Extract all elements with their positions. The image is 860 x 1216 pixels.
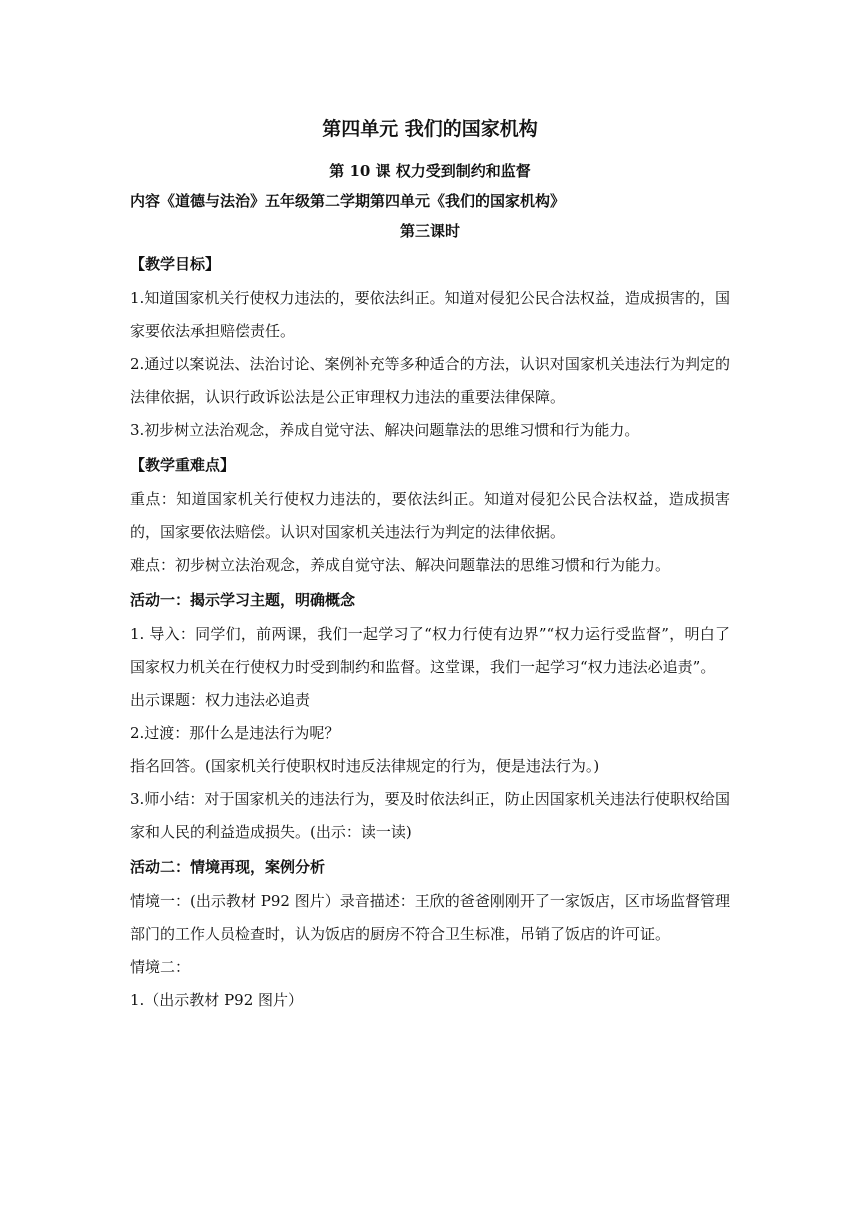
activity-2-heading: 活动二：情境再现，案例分析 (130, 858, 326, 876)
unit-title: 第四单元 我们的国家机构 (322, 118, 538, 140)
key-points-heading: 【教学重难点】 (130, 456, 236, 474)
activity-1-intro: 1. 导入：同学们，前两课，我们一起学习了“权力行使有边界”“权力运行受监督”，明白了国家权力机关在行使权力时受到制约和监督。这堂课，我们一起学习“权力违法必追责”。 (130, 625, 730, 676)
goal-3: 3.初步树立法治观念，养成自觉守法、解决问题靠法的思维习惯和行为能力。 (130, 421, 640, 439)
lesson-title: 第 10 课 权力受到制约和监督 (329, 162, 531, 180)
key-point: 重点：知道国家机关行使权力违法的，要依法纠正。知道对侵犯公民合法权益，造成损害的，国家要依法赔偿。认识对国家机关违法行为判定的法律依据。 (130, 490, 730, 541)
activity-1-summary: 3.师小结：对于国家机关的违法行为，要及时依法纠正，防止因国家机关违法行使职权给国家和人民的利益造成损失。(出示：读一读) (130, 790, 730, 841)
content-line: 内容《道德与法治》五年级第二学期第四单元《我们的国家机构》 (130, 192, 566, 210)
document-page (130, 112, 730, 1017)
difficult-point: 难点：初步树立法治观念，养成自觉守法、解决问题靠法的思维习惯和行为能力。 (130, 556, 671, 574)
scenario-2-item-1: 1.（出示教材 P92 图片） (130, 991, 304, 1009)
goal-2: 2.通过以案说法、法治讨论、案例补充等多种适合的方法，认识对国家机关违法行为判定的法律依据，认识行政诉讼法是公正审理权力违法的重要法律保障。 (130, 355, 730, 406)
activity-1-answer: 指名回答。(国家机关行使职权时违反法律规定的行为，便是违法行为。) (130, 757, 600, 775)
activity-1-topic: 出示课题：权力违法必追责 (130, 691, 311, 709)
activity-1-heading: 活动一：揭示学习主题，明确概念 (130, 591, 356, 609)
goals-heading: 【教学目标】 (130, 255, 221, 273)
scenario-2: 情境二： (130, 958, 191, 976)
class-period: 第三课时 (399, 222, 460, 240)
scenario-1: 情境一：(出示教材 P92 图片）录音描述：王欣的爸爸刚刚开了一家饭店，区市场监督管理部门的工作人员检查时，认为饭店的厨房不符合卫生标准，吊销了饭店的许可证。 (130, 892, 730, 943)
goal-1: 1.知道国家机关行使权力违法的，要依法纠正。知道对侵犯公民合法权益，造成损害的，国家要依法承担赔偿责任。 (130, 289, 730, 340)
activity-1-transition: 2.过渡：那什么是违法行为呢？ (130, 724, 340, 742)
